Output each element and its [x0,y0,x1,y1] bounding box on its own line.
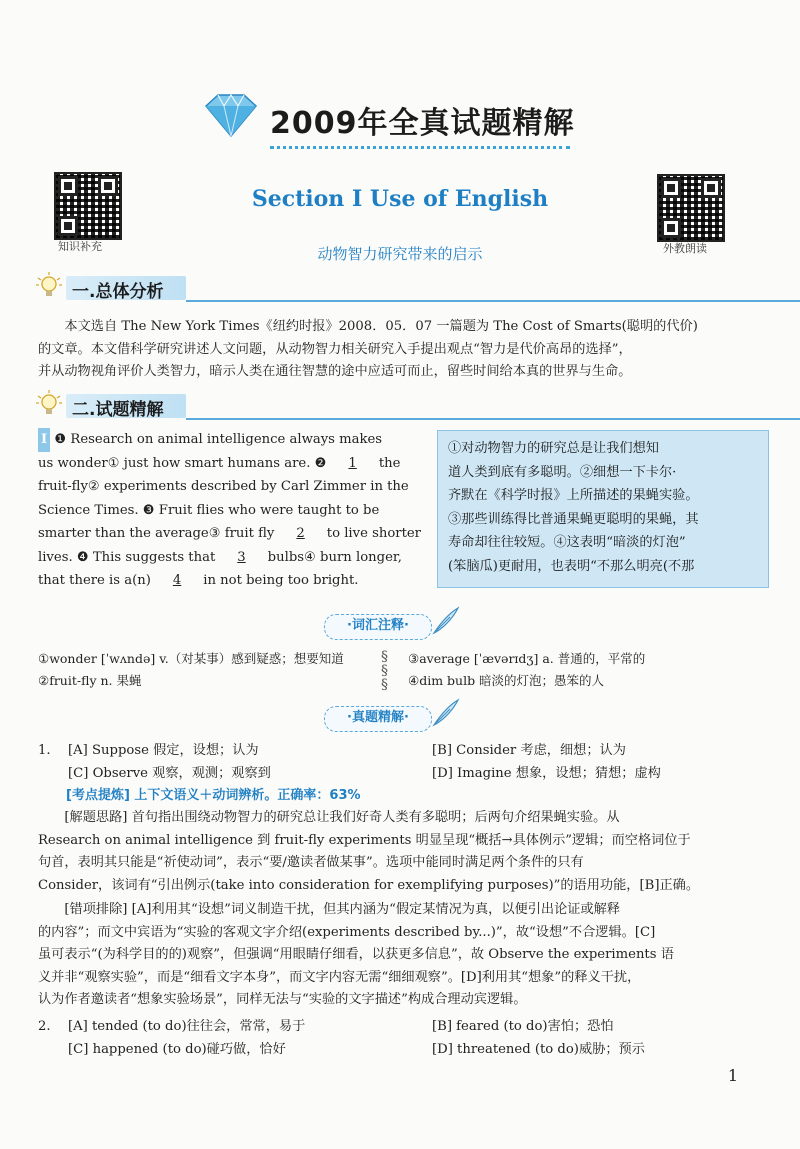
heading-label: 二.试题精解 [72,400,164,420]
vocab-item: ①wonder [ˈwʌndə] v.（对某事）感到疑惑；想要知道 [38,651,344,666]
passage-line: fruit-fly② experiments described by Carl Zimmer in the [38,479,409,494]
exclude-line: 认为作者邀读者“想象实验场景”，同样无法与“实验的文字描述”构成合理动宾逻辑。 [38,992,527,1007]
passage-line: Ⅰ ❶ Research on animal intelligence always makes [38,428,424,452]
passage-line: smarter than the average③ fruit fly 2 to live shorter [38,522,424,546]
analysis-line: 本文选自 The New York Times《纽约时报》2008．05．07 一篇题为 The Cost of Smarts(聪明的代价) [64,319,698,334]
question-number: 2. [38,1019,51,1034]
blank-3[interactable]: 3 [237,549,246,565]
quill-icon [430,698,460,728]
passage-line: Science Times. ❸ Fruit flies who were taught to be [38,502,380,518]
analysis-paragraph [38,316,768,384]
qr-caption-left: 知识补充 [58,240,102,253]
vocab-right [408,648,768,692]
analysis-line: Research on animal intelligence 到 fruit-fly experiments 明显呈现“概括→具体例示”逻辑；而空格词位于 [38,832,691,848]
title-divider [270,146,570,149]
passage-subtitle: 动物智力研究带来的启示 [317,245,483,263]
solution-analysis [38,807,768,897]
analysis-line: [解题思路] 首句指出围绕动物智力的研究总让我们好奇人类有多聪明；后两句介绍果蝇实验。从 [64,810,620,825]
diamond-icon [200,92,262,140]
exclude-line: 虽可表示“(为科学目的的)观察”，但强调“用眼睛仔细看，以获更多信息”，故 Observe the experiments 语 [38,947,674,962]
passage-line: us wonder① just how smart humans are. ❷ 1 the [38,452,424,476]
lightbulb-icon [36,272,62,300]
question-number: 1. [38,743,51,758]
quill-icon [430,606,460,636]
option-d[interactable]: [D] Imagine 想象，设想；猜想；虚构 [432,765,661,781]
passage-line: lives. ❹ This suggests that 3 bulbs④ burn longer, [38,546,424,570]
answers-label: ·真题精解· [324,706,432,732]
vocab-item: ④dim bulb 暗淡的灯泡；愚笨的人 [408,673,605,688]
option-c[interactable]: [C] Observe 观察，观测；观察到 [68,765,271,781]
question-2 [38,1016,778,1061]
exclude-line: 的内容”；而文中宾语为“实验的客观文字介绍(experiments described by...)”，故“设想”不合逻辑。[C] [38,924,656,940]
section-title: Section Ⅰ Use of English [251,186,549,212]
translation-line: 齐默在《科学时报》上所描述的果蝇实验。 [448,488,699,503]
paragraph-badge: Ⅰ [38,428,50,452]
page-number: 1 [727,1066,738,1085]
page-title: 2009年全真试题精解 [270,106,575,141]
analysis-line: Consider，该词有“引出例示(take into consideration for exemplifying purposes)”的语用功能，[B]正确。 [38,877,700,893]
chain-divider: § § § [381,649,388,693]
translation-line: 寿命却往往较短。④这表明“暗淡的灯泡” [448,535,686,550]
question-1 [38,740,778,785]
blank-2[interactable]: 2 [296,526,305,541]
wrong-option-exclusion [38,899,768,1012]
option-b[interactable]: [B] feared (to do)害怕；恐怕 [432,1019,614,1034]
option-a[interactable]: [A] Suppose 假定，设想；认为 [68,743,259,758]
exclude-line: 义并非“观察实验”，而是“细看文字本身”，而文字内容无需“细细观察”。[D]利用其“想象”的释义干扰， [38,969,641,985]
key-point: [考点提炼] 上下文语义＋动词辨析。正确率：63% [66,788,361,803]
option-a[interactable]: [A] tended (to do)往往会，常常，易于 [68,1019,306,1034]
analysis-line: 并从动物视角评价人类智力，暗示人类在通往智慧的途中应适可而止，留些时间给本真的世界与生命。 [38,364,632,379]
vocab-item: ③average [ˈævərɪdʒ] a. 普通的，平常的 [408,651,646,666]
exclude-line: [错项排除] [A]利用其“设想”词义制造干扰，但其内涵为“假定某情况为真，以便引出论证或解释 [64,902,621,917]
blank-4[interactable]: 4 [172,573,182,588]
heading-label: 一.总体分析 [72,282,164,302]
passage-text [38,428,424,593]
blank-1[interactable]: 1 [348,455,357,471]
passage-line: that there is a(n) 4 in not being too bright. [38,569,424,593]
translation-box [437,430,769,588]
vocab-label: ·词汇注释· [324,614,432,640]
section-heading-analysis [36,274,800,300]
vocab-item: ②fruit-fly n. 果蝇 [38,673,142,688]
option-c[interactable]: [C] happened (to do)碰巧做，恰好 [68,1041,286,1057]
lightbulb-icon [36,390,62,418]
section-heading-explain [36,392,800,418]
translation-line: ③那些训练得比普通果蝇更聪明的果蝇，其 [448,511,699,527]
analysis-line: 的文章。本文借科学研究讲述人文问题，从动物智力相关研究入手提出观点“智力是代价高昂的选择”， [38,341,632,357]
qr-caption-right: 外教朗读 [663,242,707,255]
vocab-left [38,648,398,692]
translation-line: ①对动物智力的研究总是让我们想知 [448,441,659,456]
option-d[interactable]: [D] threatened (to do)威胁；预示 [432,1041,645,1057]
translation-line: 道人类到底有多聪明。②细想一下卡尔· [448,464,677,480]
translation-line: (笨脑瓜)更耐用，也表明“不那么明亮(不那 [448,558,695,574]
option-b[interactable]: [B] Consider 考虑，细想；认为 [432,743,626,758]
analysis-line: 句首，表明其只能是“祈使动词”，表示“要/邀读者做某事”。选项中能同时满足两个条件的只有 [38,855,584,870]
